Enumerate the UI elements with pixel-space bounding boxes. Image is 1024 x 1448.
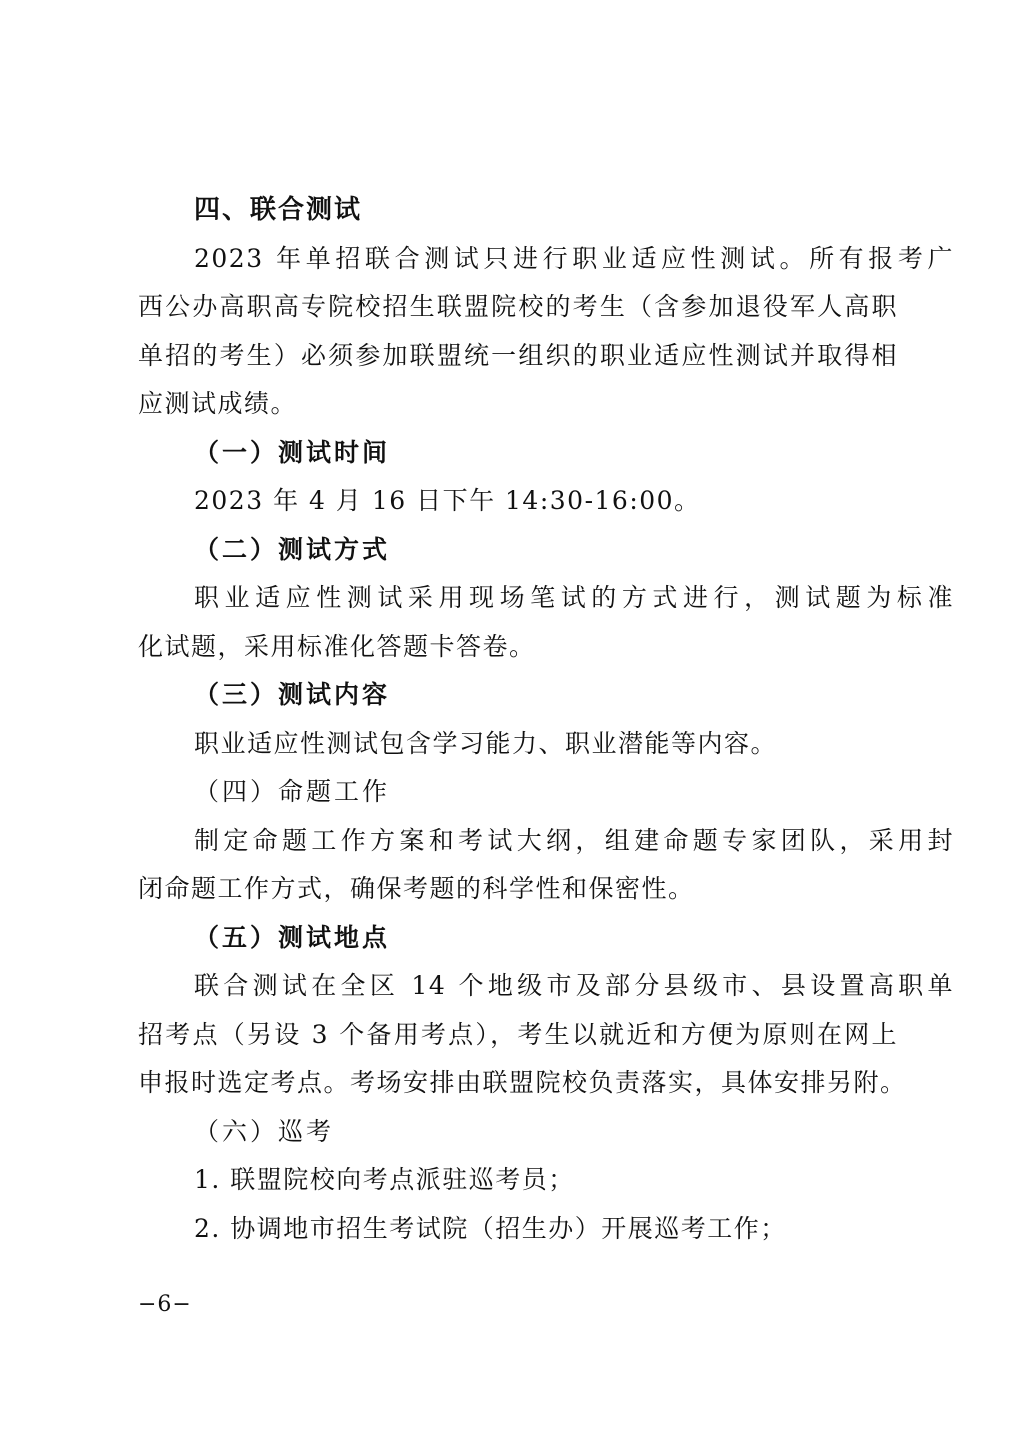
paragraph-line: 职业适应性测试采用现场笔试的方式进行，测试题为标准 [194,583,954,612]
subsection-title-content: （三）测试内容 [194,680,391,709]
section-heading: 四、联合测试 [194,195,363,225]
list-item: 2. 协调地市招生考试院（招生办）开展巡考工作； [194,1213,787,1243]
paragraph-line: 职业适应性测试包含学习能力、职业潜能等内容。 [194,728,778,758]
subsection-title-inspection: （六）巡考 [194,1116,335,1146]
paragraph-line: 闭命题工作方式，确保考题的科学性和保密性。 [138,874,695,903]
subsection-title-time: （一）测试时间 [194,437,391,467]
paragraph-line: 西公办高职高专院校招生联盟院校的考生（含参加退役军人高职 [138,292,898,321]
subsection-title-proposition: （四）命题工作 [194,777,391,806]
paragraph-line: 2023 年 4 月 16 日下午 14:30-16:00。 [194,486,701,515]
paragraph-line: 制定命题工作方案和考试大纲，组建命题专家团队，采用封 [194,825,954,855]
paragraph-line: 招考点（另设 3 个备用考点），考生以就近和方便为原则在网上 [138,1019,898,1049]
subsection-title-location: （五）测试地点 [194,922,391,952]
paragraph-line: 2023 年单招联合测试只进行职业适应性测试。所有报考广 [194,243,954,273]
list-item: 1. 联盟院校向考点派驻巡考员； [194,1165,575,1194]
paragraph-line: 单招的考生）必须参加联盟统一组织的职业适应性测试并取得相 [138,340,898,370]
paragraph-line: 应测试成绩。 [138,389,298,418]
paragraph-line: 化试题，采用标准化答题卡答卷。 [138,631,536,661]
page-number: −6− [138,1292,192,1317]
paragraph-line: 申报时选定考点。考场安排由联盟院校负责落实，具体安排另附。 [138,1068,907,1097]
document-body [138,186,954,1253]
paragraph-line: 联合测试在全区 14 个地级市及部分县级市、县设置高职单 [194,971,954,1000]
subsection-title-method: （二）测试方式 [194,534,391,564]
